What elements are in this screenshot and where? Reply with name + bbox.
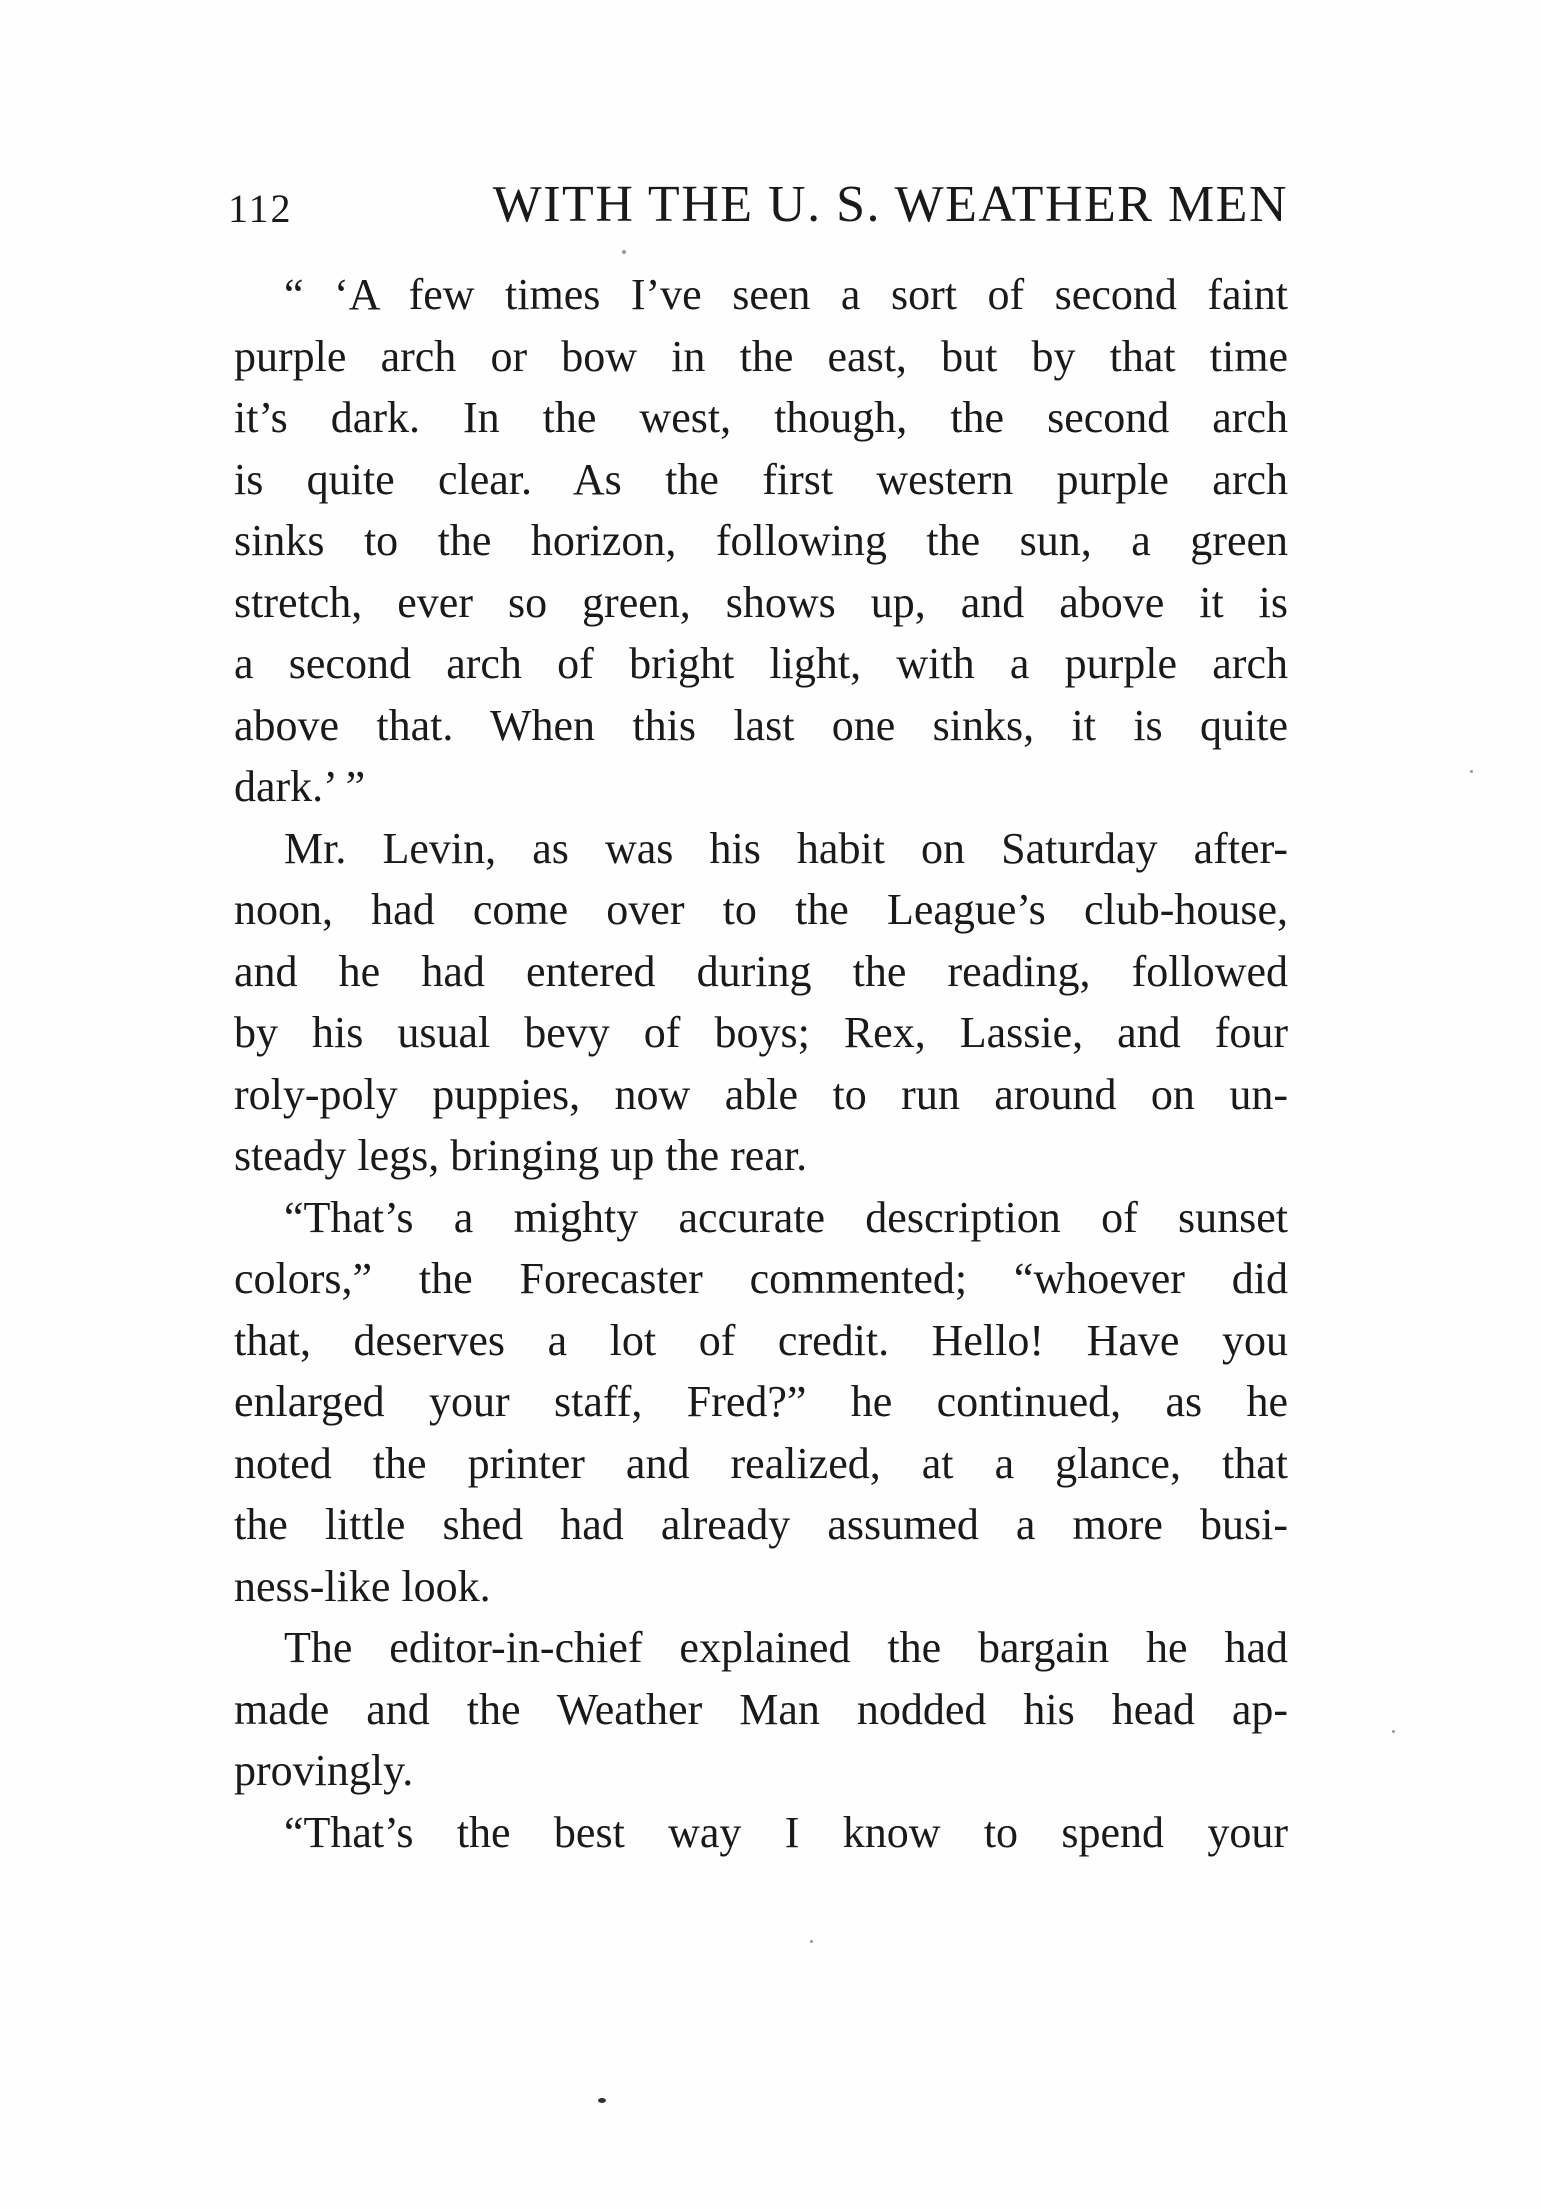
page-number: 112	[228, 186, 293, 231]
text-line: noted the printer and realized, at a glance, that	[234, 1438, 1288, 1488]
text-line: “That’s the best way I know to spend your	[284, 1807, 1288, 1857]
running-head	[228, 175, 1288, 245]
text-line: noon, had come over to the League’s club-house,	[234, 885, 1288, 934]
text-line: above that. When this last one sinks, it is quite	[234, 700, 1288, 750]
text-line: sinks to the horizon, following the sun, a green	[234, 516, 1288, 565]
scan-speck	[1392, 1730, 1395, 1733]
text-line: a second arch of bright light, with a purple arch	[234, 639, 1288, 688]
text-line: that, deserves a lot of credit. Hello! Have you	[234, 1315, 1288, 1365]
text-line: The editor-in-chief explained the bargain he had	[284, 1623, 1288, 1672]
running-title: WITH THE U. S. WEATHER MEN	[492, 176, 1288, 233]
scan-speck	[1470, 770, 1473, 773]
text-line: stretch, ever so green, shows up, and above it is	[234, 577, 1288, 627]
text-line: it’s dark. In the west, though, the second arch	[234, 393, 1288, 442]
text-line: “That’s a mighty accurate description of sunset	[284, 1192, 1288, 1242]
text-line: Mr. Levin, as was his habit on Saturday after-	[284, 823, 1288, 873]
scan-speck	[810, 1940, 813, 1943]
text-line: “ ‘A few times I’ve seen a sort of second faint	[284, 270, 1288, 319]
body-text	[234, 264, 1288, 1863]
text-line: provingly.	[234, 1746, 414, 1795]
text-line: roly-poly puppies, now able to run around on un-	[234, 1069, 1288, 1119]
text-line: and he had entered during the reading, followed	[234, 946, 1288, 996]
text-line: ness-like look.	[234, 1561, 491, 1611]
text-line: purple arch or bow in the east, but by that time	[234, 331, 1288, 381]
text-line: enlarged your staff, Fred?” he continued, as he	[234, 1377, 1288, 1426]
text-line: by his usual bevy of boys; Rex, Lassie, and four	[234, 1008, 1288, 1057]
text-line: dark.’ ”	[234, 762, 366, 811]
text-line: steady legs, bringing up the rear.	[234, 1131, 808, 1180]
scan-speck	[598, 2098, 606, 2103]
scan-speck	[622, 250, 626, 254]
text-line: is quite clear. As the first western purple arch	[234, 454, 1288, 504]
text-line: the little shed had already assumed a more busi-	[234, 1500, 1288, 1549]
text-line: made and the Weather Man nodded his head ap-	[234, 1684, 1288, 1734]
text-line: colors,” the Forecaster commented; “whoever did	[234, 1254, 1288, 1303]
